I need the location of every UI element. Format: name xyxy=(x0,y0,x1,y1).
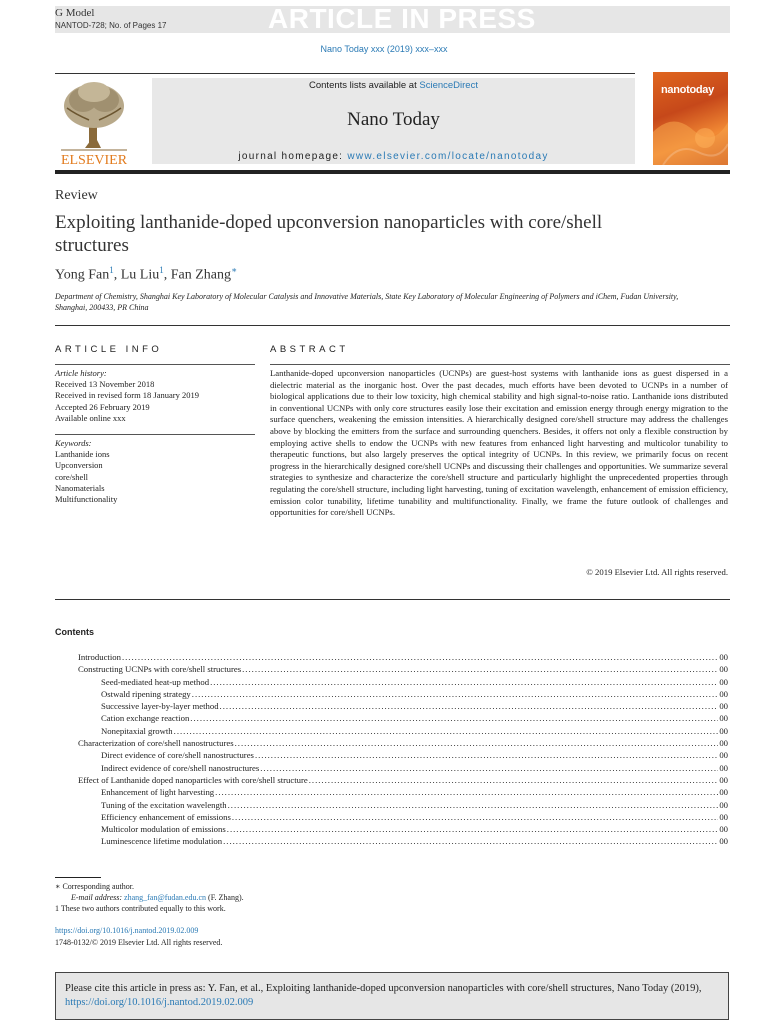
history-item: Available online xxx xyxy=(55,412,126,423)
keyword: Upconversion xyxy=(55,460,103,471)
article-title: Exploiting lanthanide-doped upconversion nanoparticles with core/shell structures xyxy=(55,212,603,256)
history-item: Received 13 November 2018 xyxy=(55,379,155,389)
keywords-rule xyxy=(55,434,255,435)
toc-entry-title: Ostwald ripening strategy xyxy=(101,688,191,699)
corresponding-author-note: ∗ Corresponding author. xyxy=(55,882,134,891)
table-of-contents xyxy=(55,652,728,849)
toc-leader-dots xyxy=(223,836,718,846)
toc-entry-page: 00 xyxy=(719,688,728,699)
toc-entry-page: 00 xyxy=(719,676,728,687)
cite-text: Please cite this article in press as: Y. Fan, et al., Exploiting lanthanide-doped upconversion nanoparticles with core/shell structures, Nano Today (2019), xyxy=(65,983,702,994)
contents-lists-line xyxy=(152,80,635,91)
toc-entry-page: 00 xyxy=(719,725,728,736)
article-info-heading: ARTICLE INFO xyxy=(55,344,163,355)
section-rule xyxy=(55,599,730,600)
journal-homepage xyxy=(152,151,635,162)
toc-leader-dots xyxy=(122,652,718,662)
toc-entry-page: 00 xyxy=(719,750,728,761)
toc-entry-title: Indirect evidence of core/shell nanostructures xyxy=(101,762,260,773)
toc-leader-dots xyxy=(242,664,718,674)
header-rule xyxy=(55,73,635,74)
toc-entry-title: Introduction xyxy=(78,652,121,662)
contents-prefix: Contents lists available at xyxy=(309,80,420,91)
toc-leader-dots xyxy=(227,824,719,834)
toc-leader-dots xyxy=(220,701,719,711)
toc-entry-title: Constructing UCNPs with core/shell structures xyxy=(78,664,242,675)
toc-entry-page: 00 xyxy=(719,664,728,675)
toc-entry[interactable] xyxy=(55,836,728,848)
toc-leader-dots xyxy=(255,750,718,760)
manuscript-id: NANTOD-728; No. of Pages 17 xyxy=(55,21,167,30)
affiliation: Department of Chemistry, Shanghai Key Laboratory of Molecular Catalysis and Innovative Materials, State Key Laboratory of Molecular Engineering of Polymers and iChem, Fudan University, Shanghai, 200433, PR China xyxy=(55,292,679,312)
toc-leader-dots xyxy=(190,713,718,723)
author-name[interactable]: Fan Zhang xyxy=(170,267,231,283)
toc-leader-dots xyxy=(309,775,719,785)
homepage-url-link[interactable]: www.elsevier.com/locate/nanotoday xyxy=(347,151,549,162)
toc-entry-page: 00 xyxy=(719,774,728,785)
article-info-rule xyxy=(55,364,255,365)
g-model-label: G Model xyxy=(55,7,95,19)
abstract-rule xyxy=(270,364,730,365)
toc-entry[interactable] xyxy=(55,726,728,738)
toc-entry[interactable] xyxy=(55,800,728,812)
article-type: Review xyxy=(55,188,98,203)
toc-leader-dots xyxy=(235,738,719,748)
toc-entry-title: Multicolor modulation of emissions xyxy=(101,824,226,835)
toc-entry[interactable] xyxy=(55,812,728,824)
keyword: core/shell xyxy=(55,471,89,482)
toc-entry[interactable] xyxy=(55,738,728,750)
history-item: Accepted 26 February 2019 xyxy=(55,401,150,412)
toc-entry[interactable] xyxy=(55,713,728,725)
toc-entry[interactable] xyxy=(55,763,728,775)
toc-entry-page: 00 xyxy=(719,824,728,835)
author-mark[interactable]: 1 xyxy=(159,265,164,275)
cite-box xyxy=(55,972,729,1020)
keywords-list xyxy=(55,449,117,505)
cite-doi-link[interactable]: https://doi.org/10.1016/j.nantod.2019.02.009 xyxy=(65,997,254,1008)
toc-entry-page: 00 xyxy=(719,701,728,712)
toc-entry-title: Characterization of core/shell nanostructures xyxy=(78,738,234,749)
toc-entry-page: 00 xyxy=(719,836,728,847)
toc-entry[interactable] xyxy=(55,689,728,701)
author-name[interactable]: Lu Liu xyxy=(120,267,160,283)
toc-entry-title: Enhancement of light harvesting xyxy=(101,787,215,798)
article-history xyxy=(55,379,199,424)
header-thick-rule xyxy=(55,170,730,174)
keyword: Nanomaterials xyxy=(55,482,105,493)
keyword: Multifunctionality xyxy=(55,494,118,505)
author-mark[interactable]: 1 xyxy=(109,265,114,275)
author-list: Yong Fan$^1$, Lu Liu$^1$, Fan Zhang∗ xyxy=(55,265,238,283)
toc-entry[interactable] xyxy=(55,652,728,664)
footnote-rule xyxy=(55,877,101,878)
toc-entry-page: 00 xyxy=(719,652,728,662)
toc-leader-dots xyxy=(232,812,718,822)
toc-entry-page: 00 xyxy=(719,713,728,724)
toc-entry-title: Successive layer-by-layer method xyxy=(101,701,219,712)
elsevier-tree-icon xyxy=(55,78,133,166)
journal-cover-image xyxy=(653,72,728,165)
sciencedirect-link[interactable]: ScienceDirect xyxy=(419,80,478,91)
toc-entry[interactable] xyxy=(55,750,728,762)
toc-leader-dots xyxy=(215,787,718,797)
toc-entry-title: Nonepitaxial growth xyxy=(101,725,173,736)
doi-link[interactable]: https://doi.org/10.1016/j.nantod.2019.02.009 xyxy=(55,926,199,935)
toc-entry-page: 00 xyxy=(719,738,728,749)
history-item: Received in revised form 18 January 2019 xyxy=(55,390,199,401)
journal-name: Nano Today xyxy=(347,109,440,130)
elsevier-wordmark: ELSEVIER xyxy=(60,153,128,166)
toc-leader-dots xyxy=(260,763,718,773)
email-suffix: (F. Zhang). xyxy=(206,893,244,902)
email-label: E-mail address: xyxy=(71,893,125,902)
homepage-prefix: journal homepage: xyxy=(238,151,348,162)
toc-entry-title: Seed-mediated heat-up method xyxy=(101,676,210,687)
footnotes xyxy=(55,881,244,914)
toc-entry-title: Direct evidence of core/shell nanostructures xyxy=(101,750,254,761)
toc-leader-dots xyxy=(174,726,719,736)
toc-entry[interactable] xyxy=(55,787,728,799)
abstract-heading: ABSTRACT xyxy=(270,344,349,355)
toc-entry-page: 00 xyxy=(719,762,728,773)
author-mark[interactable]: ∗ xyxy=(230,265,238,275)
toc-entry-page: 00 xyxy=(719,811,728,822)
abstract-copyright: © 2019 Elsevier Ltd. All rights reserved. xyxy=(586,567,728,577)
toc-entry-page: 00 xyxy=(719,787,728,798)
history-label: Article history: xyxy=(55,368,107,378)
toc-entry[interactable] xyxy=(55,701,728,713)
toc-leader-dots xyxy=(228,800,719,810)
elsevier-logo xyxy=(55,78,133,166)
toc-entry-title: Tuning of the excitation wavelength xyxy=(101,799,227,810)
keyword: Lanthanide ions xyxy=(55,449,110,459)
toc-leader-dots xyxy=(192,689,719,699)
email-link[interactable]: zhang_fan@fudan.edu.cn xyxy=(124,893,207,902)
section-rule xyxy=(55,325,730,326)
email-note xyxy=(55,892,244,903)
contents-heading: Contents xyxy=(55,627,94,637)
issn-copyright: 1748-0132/© 2019 Elsevier Ltd. All rights reserved. xyxy=(55,938,223,947)
article-in-press-label: ARTICLE IN PRESS xyxy=(268,3,536,34)
toc-entry-title: Luminescence lifetime modulation xyxy=(101,836,223,847)
toc-entry-title: Efficiency enhancement of emissions xyxy=(101,811,231,822)
toc-entry-title: Effect of Lanthanide doped nanoparticles with core/shell structure xyxy=(78,774,308,785)
author-name[interactable]: Yong Fan xyxy=(55,267,110,283)
equal-contribution-note: 1 These two authors contributed equally to this work. xyxy=(55,904,226,913)
toc-entry[interactable] xyxy=(55,775,728,787)
toc-entry-title: Cation exchange reaction xyxy=(101,713,190,724)
journal-reference[interactable]: Nano Today xxx (2019) xxx–xxx xyxy=(320,44,448,54)
toc-entry[interactable] xyxy=(55,664,728,676)
keywords-label: Keywords: xyxy=(55,438,92,448)
toc-leader-dots xyxy=(210,677,718,687)
cover-title: nanotoday xyxy=(661,84,714,96)
toc-entry-page: 00 xyxy=(719,799,728,810)
toc-entry[interactable] xyxy=(55,677,728,689)
abstract-text: Lanthanide-doped upconversion nanoparticles (UCNPs) are guest-host systems with lanthanide ions as guest dispersed in a dielectric material as the inorganic host. Over the past decades, much efforts have been devoted to UCNPs in a number of biological applications due to their low toxicity, high chemical stability and high signal-to-noise ratio. Lanthanide ions distributed in conventional UCNPs with only core structures easily lose their excitation and emission energy through energy migration to the surface quenchers, weakening the emission intensities. A hierarchically designed core/shell structure may address the challenges above by blocking the emitters from the surface and surrounding quenchers. Besides, it offers not only a flexible construction by employing active shells to endow the UCNPs with new features from enhanced light harvesting and multicolor tunability to therapeutic functions, but also largely preserves the optical integrity of UCNPs. In this review, we primarily focus on recent progress in the hierarchically designed core/shell UCNPs and discussing their challenges and opportunities. We summarize several strategies to synthesize and characterize the core/shell structure and particularly highlight the unprecedented properties through regulating the core/shell structure, including light harvesting, tuning of excitation wavelength, enhancement of emission efficiency, emission color tunability, lifetime tunability and multifunctionality. Finally, we frame the future outlook of challenges and opportunities for core/shell UCNPs. xyxy=(270,368,728,518)
toc-entry[interactable] xyxy=(55,824,728,836)
